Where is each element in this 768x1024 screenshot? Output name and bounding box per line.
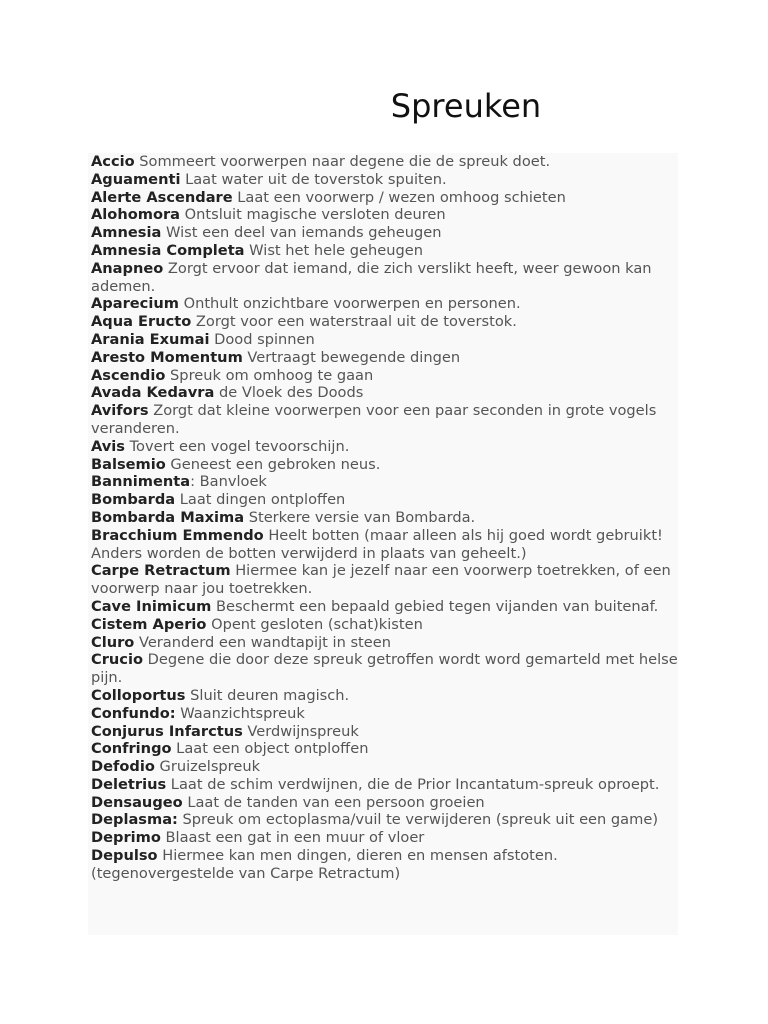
spell-entry [91, 811, 678, 829]
spell-term: Anapneo [91, 259, 164, 277]
spell-entry [91, 349, 678, 367]
spell-entry [91, 829, 678, 847]
spell-description: Verdwijnspreuk [242, 722, 359, 740]
spell-term: Avada Kedavra [91, 384, 215, 402]
spell-entry [91, 634, 678, 652]
spell-description: Vertraagt bewegende dingen [242, 348, 461, 366]
spell-term: Bracchium Emmendo [91, 526, 264, 544]
spell-entry [91, 331, 678, 349]
spell-entry [91, 687, 678, 705]
spell-term: Crucio [91, 651, 143, 669]
spell-description: Laat water uit de toverstok spuiten. [180, 170, 447, 188]
spell-term: Cistem Aperio [91, 615, 207, 633]
spell-entry [91, 438, 678, 456]
spell-term: Carpe Retractum [91, 562, 231, 580]
spell-description: Hiermee kan je jezelf naar een voorwerp toetrekken, of een voorwerp naar jou toetrekken. [91, 562, 671, 598]
spell-entry [91, 758, 678, 776]
spell-entry [91, 651, 678, 687]
spell-term: Deletrius [91, 775, 167, 793]
spell-term: Densaugeo [91, 793, 183, 811]
spell-description: Heelt botten (maar alleen als hij goed wordt gebruikt! Anders worden de botten verwijderd in plaats van geheelt.) [91, 526, 663, 562]
spell-description: Sluit deuren magisch. [185, 686, 350, 704]
spell-entry [91, 224, 678, 242]
spell-entry [91, 562, 678, 598]
spell-description: Hiermee kan men dingen, dieren en mensen afstoten. (tegenovergestelde van Carpe Retractum) [91, 847, 558, 882]
spell-entry [91, 384, 678, 402]
spell-term: Aresto Momentum [91, 348, 243, 366]
spell-term: Aparecium [91, 295, 179, 313]
spell-description: Opent gesloten (schat)kisten [206, 615, 423, 633]
spell-term: Bombarda [91, 491, 176, 509]
spell-entry [91, 527, 678, 563]
spell-term: Amnesia [91, 224, 162, 242]
spell-term: Defodio [91, 758, 155, 776]
spell-entry [91, 705, 678, 723]
spell-entry [91, 509, 678, 527]
spell-description: Laat de tanden van een persoon groeien [182, 793, 485, 811]
spell-description: Laat een voorwerp / wezen omhoog schieten [232, 188, 566, 206]
spell-description: Beschermt een bepaald gebied tegen vijanden van buitenaf. [211, 597, 659, 615]
spell-description: Laat de schim verdwijnen, die de Prior Incantatum-spreuk oproept. [166, 775, 660, 793]
spell-description: Laat dingen ontploffen [175, 491, 346, 509]
spell-entry [91, 473, 678, 491]
spell-description: Waanzichtspreuk [175, 704, 305, 722]
spell-description: Spreuk om omhoog te gaan [165, 366, 374, 384]
spell-entry [91, 189, 678, 207]
spell-term: Colloportus [91, 686, 186, 704]
spell-description: Tovert een vogel tevoorschijn. [124, 437, 350, 455]
spell-term: Confundo: [91, 704, 176, 722]
spell-term: Alerte Ascendare [91, 188, 233, 206]
spell-term: Ascendio [91, 366, 166, 384]
spell-description: Sterkere versie van Bombarda. [244, 508, 476, 526]
spell-term: Balsemio [91, 455, 166, 473]
spell-entry [91, 740, 678, 758]
spell-description: Laat een object ontploffen [171, 740, 369, 758]
spell-entry [91, 295, 678, 313]
spell-entry [91, 153, 678, 171]
spell-term: Avis [91, 437, 125, 455]
spell-term: Aguamenti [91, 170, 181, 188]
spell-description: Degene die door deze spreuk getroffen wordt word gemarteld met helse pijn. [91, 651, 678, 687]
spell-description: Sommeert voorwerpen naar degene die de spreuk doet. [134, 153, 551, 170]
spell-term: Aqua Eructo [91, 313, 192, 331]
spell-term: Confringo [91, 740, 172, 758]
spell-entry [91, 598, 678, 616]
spell-term: Accio [91, 153, 135, 170]
spell-description: Dood spinnen [209, 330, 315, 348]
spell-description: Geneest een gebroken neus. [165, 455, 381, 473]
spell-term: Deplasma: [91, 811, 178, 829]
spell-description: Veranderd een wandtapijt in steen [134, 633, 391, 651]
spell-entry [91, 776, 678, 794]
spell-description: Gruizelspreuk [154, 758, 261, 776]
spell-description: Zorgt ervoor dat iemand, die zich verslikt heeft, weer gewoon kan ademen. [91, 259, 652, 295]
spell-entry [91, 847, 678, 883]
spell-description: Spreuk om ectoplasma/vuil te verwijderen (spreuk uit een game) [177, 811, 659, 829]
spell-entry [91, 206, 678, 224]
spell-term: Amnesia Completa [91, 241, 245, 259]
spell-description: Blaast een gat in een muur of vloer [160, 829, 425, 847]
spell-description: Wist het hele geheugen [244, 241, 423, 259]
spell-entry [91, 402, 678, 438]
spell-term: Bombarda Maxima [91, 508, 245, 526]
spell-entry [91, 242, 678, 260]
spell-term: Depulso [91, 847, 158, 865]
spell-description: : Banvloek [190, 473, 267, 491]
spell-entry [91, 456, 678, 474]
spell-description: Zorgt dat kleine voorwerpen voor een paar seconden in grote vogels veranderen. [91, 402, 657, 437]
spell-entry [91, 794, 678, 812]
spell-entry [91, 171, 678, 189]
spell-entry [91, 616, 678, 634]
page-title: Spreuken [390, 87, 542, 125]
spell-description: Zorgt voor een waterstraal uit de toverstok. [191, 313, 517, 331]
spell-description: Ontsluit magische versloten deuren [180, 206, 446, 224]
spell-term: Deprimo [91, 829, 161, 847]
spell-term: Cave Inimicum [91, 597, 212, 615]
spell-term: Bannimenta [91, 473, 191, 491]
spell-list [88, 153, 678, 935]
spell-term: Arania Exumai [91, 330, 210, 348]
spell-description: Onthult onzichtbare voorwerpen en personen. [178, 295, 521, 313]
spell-term: Avifors [91, 402, 149, 420]
spell-description: Wist een deel van iemands geheugen [161, 224, 442, 242]
spell-entry [91, 313, 678, 331]
spell-term: Alohomora [91, 206, 181, 224]
spell-entry [91, 491, 678, 509]
spell-entry [91, 367, 678, 385]
spell-term: Cluro [91, 633, 135, 651]
spell-entry [91, 260, 678, 296]
spell-entry [91, 723, 678, 741]
spell-description: de Vloek des Doods [214, 384, 364, 402]
spell-term: Conjurus Infarctus [91, 722, 243, 740]
